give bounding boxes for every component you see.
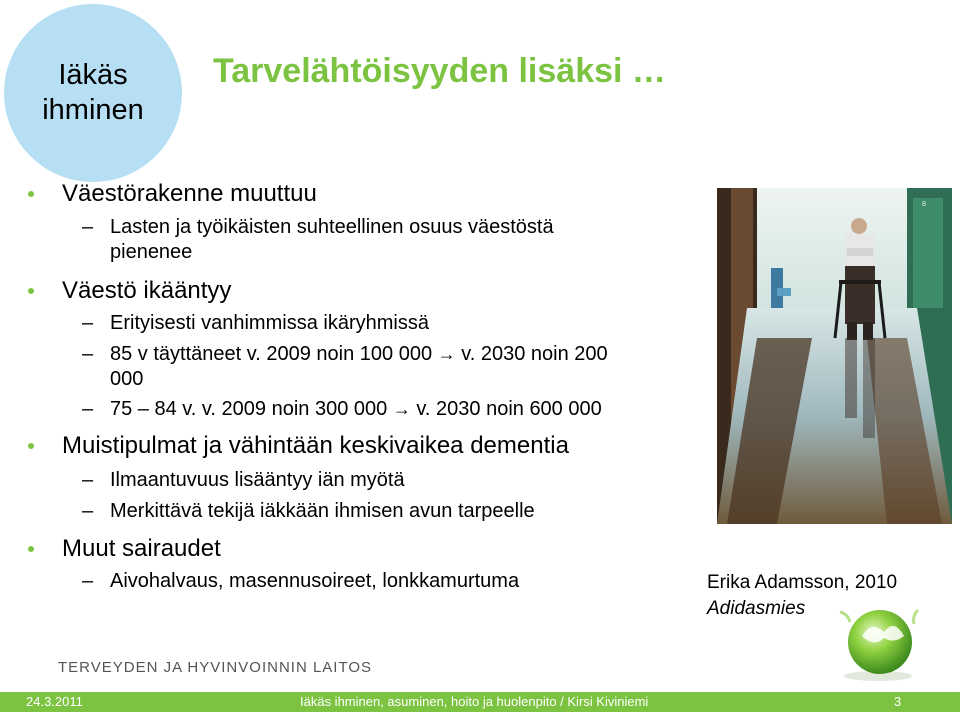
bullet-dementia: Muistipulmat ja vähintään keskivaikea dementia — [62, 432, 569, 459]
stat-85-2030-cont: 000 — [110, 368, 144, 390]
sub-bullet-85plus — [110, 343, 608, 366]
sub-bullet-75-84 — [110, 398, 602, 421]
slide-title: Tarvelähtöisyyden lisäksi … — [213, 52, 666, 90]
arrow-right-icon: → — [437, 344, 456, 364]
sub-bullet-care-need: – Merkittävä tekijä iäkkään ihmisen avun tarpeelle — [110, 500, 535, 523]
painting-art — [717, 188, 952, 524]
image-credit-title: Adidasmies — [707, 598, 806, 619]
green-orb-logo-icon — [832, 602, 936, 682]
sub-bullet-incidence: – Ilmaantuvuus lisääntyy iän myötä — [110, 469, 405, 492]
footer-page-number: 3 — [894, 694, 902, 709]
organization-name: TERVEYDEN JA HYVINVOINNIN LAITOS — [58, 659, 373, 676]
bullet-population-structure: Väestörakenne muuttuu — [62, 180, 317, 207]
sub-bullet-oldest: – Erityisesti vanhimmissa ikäryhmissä — [110, 312, 429, 335]
sub-bullet-diseases: – Aivohalvaus, masennusoireet, lonkkamurtuma — [110, 570, 519, 593]
stat-85-2030: v. 2030 noin 200 — [461, 343, 608, 365]
painting-image — [717, 188, 952, 524]
painting-signature: 8 — [922, 201, 926, 208]
footer-date: 24.3.2011 — [26, 694, 83, 709]
stat-75-2009: 75 – 84 v. v. 2009 noin 300 000 — [110, 398, 388, 420]
bullet-other-diseases: Muut sairaudet — [62, 535, 221, 562]
stat-75-2030: v. 2030 noin 600 000 — [416, 398, 602, 420]
arrow-right-icon: → — [392, 399, 411, 419]
bullet-aging: Väestö ikääntyy — [62, 277, 232, 304]
image-credit-artist: Erika Adamsson, 2010 — [707, 572, 898, 593]
sub-bullet-share: – Lasten ja työikäisten suhteellinen osuus väestöstä — [110, 216, 554, 239]
sub-bullet-share-cont: pienenee — [110, 241, 193, 263]
footer-title: Iäkäs ihminen, asuminen, hoito ja huolenpito / Kirsi Kiviniemi — [300, 694, 649, 709]
topic-line-2: ihminen — [42, 94, 144, 126]
topic-circle — [4, 4, 182, 182]
footer-bar — [0, 692, 960, 712]
stat-85-2009: 85 v täyttäneet v. 2009 noin 100 000 — [110, 343, 433, 365]
topic-line-1: Iäkäs — [58, 59, 128, 92]
